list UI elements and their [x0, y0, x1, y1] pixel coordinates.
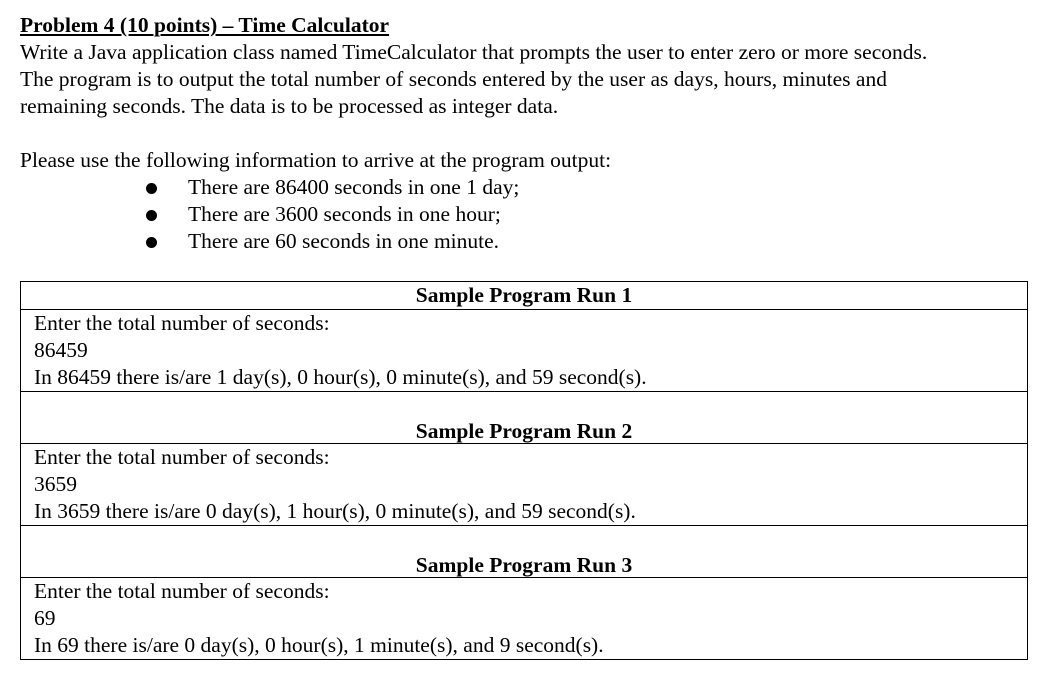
info-bullet-text: There are 60 seconds in one minute.	[188, 229, 500, 253]
problem-title: Problem 4 (10 points) – Time Calculator	[20, 13, 390, 37]
sample-run-3-header	[21, 525, 1027, 577]
bullet-dot-icon	[146, 237, 157, 248]
sample-run-3-input: 69	[34, 606, 56, 630]
problem-description-line-3: remaining seconds. The data is to be processed as integer data.	[20, 94, 559, 118]
problem-description-line-1: Write a Java application class named TimeCalculator that prompts the user to enter zero or more seconds.	[20, 40, 928, 64]
sample-run-1-output: In 86459 there is/are 1 day(s), 0 hour(s), 0 minute(s), and 59 second(s).	[34, 365, 647, 389]
sample-run-2-input: 3659	[34, 472, 77, 496]
bullet-dot-icon	[146, 210, 157, 221]
paragraph-spacer	[20, 120, 1030, 147]
sample-run-1-body	[21, 309, 1027, 391]
info-bullet-item	[20, 174, 1030, 201]
bullet-dot-icon	[146, 183, 157, 194]
info-bullet-list	[20, 174, 1030, 255]
sample-run-1-header	[21, 282, 1027, 309]
info-intro: Please use the following information to arrive at the program output:	[20, 148, 612, 172]
sample-run-1-input: 86459	[34, 338, 88, 362]
sample-runs-table	[20, 281, 1028, 660]
sample-run-1-prompt: Enter the total number of seconds:	[34, 311, 330, 335]
problem-description-line-2: The program is to output the total number of seconds entered by the user as days, hours, minutes and	[20, 67, 887, 91]
sample-run-3-prompt: Enter the total number of seconds:	[34, 579, 330, 603]
sample-run-3-body	[21, 577, 1027, 659]
problem-section	[20, 12, 1030, 255]
sample-run-2-body	[21, 443, 1027, 525]
sample-run-1-title: Sample Program Run 1	[415, 283, 633, 307]
sample-run-3-output: In 69 there is/are 0 day(s), 0 hour(s), 1 minute(s), and 9 second(s).	[34, 633, 604, 657]
sample-run-2-title: Sample Program Run 2	[415, 419, 633, 443]
sample-run-2-prompt: Enter the total number of seconds:	[34, 445, 330, 469]
info-bullet-text: There are 3600 seconds in one hour;	[188, 202, 501, 226]
info-bullet-text: There are 86400 seconds in one 1 day;	[188, 175, 520, 199]
sample-run-2-header	[21, 391, 1027, 443]
sample-run-2-output: In 3659 there is/are 0 day(s), 1 hour(s), 0 minute(s), and 59 second(s).	[34, 499, 636, 523]
info-bullet-item	[20, 201, 1030, 228]
sample-run-3-title: Sample Program Run 3	[415, 553, 633, 577]
info-bullet-item	[20, 228, 1030, 255]
